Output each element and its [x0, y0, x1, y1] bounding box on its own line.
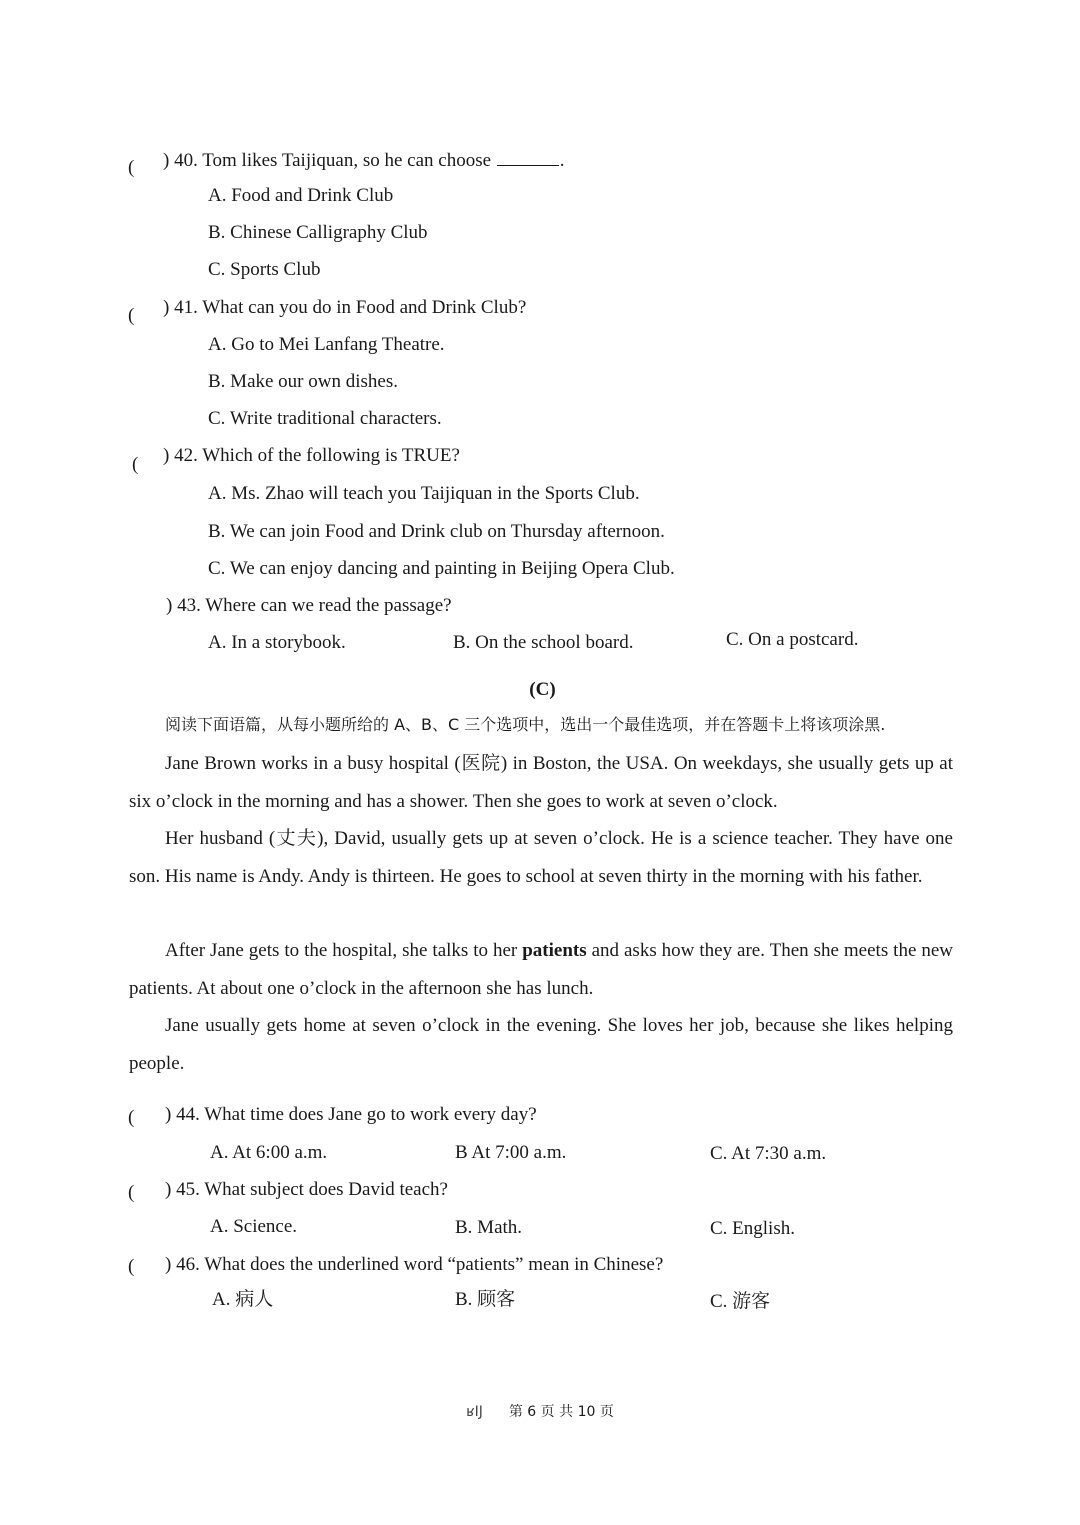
option-a: A. In a storybook. — [208, 632, 346, 653]
question-number: 43 — [177, 595, 197, 616]
footer-mark: ʁIJ — [466, 1404, 483, 1420]
option-c: C. On a postcard. — [726, 629, 859, 650]
question-number: 46 — [176, 1254, 196, 1275]
passage-paragraph — [129, 932, 953, 1007]
option-c: C. English. — [710, 1218, 795, 1239]
question-44: ) 44. What time does Jane go to work every day? — [165, 1104, 537, 1125]
option-c: C. Sports Club — [208, 259, 321, 280]
passage-paragraph: Jane usually gets home at seven o’clock in the evening. She loves her job, because she likes helping people. — [129, 1015, 953, 1074]
option-c: C. We can enjoy dancing and painting in Beijing Opera Club. — [208, 558, 675, 579]
answer-bracket-open: ( — [128, 1107, 135, 1128]
option-b: B. Chinese Calligraphy Club — [208, 222, 428, 243]
question-stem: What can you do in Food and Drink Club? — [202, 297, 527, 318]
option-a: A. Ms. Zhao will teach you Taijiquan in the Sports Club. — [208, 483, 640, 504]
paragraph-text: and asks how they are. Then she meets the new patients. At about one o’clock in the afternoon she has lunch. — [129, 940, 954, 999]
page-number: 第 6 页 共 10 页 — [508, 1404, 614, 1420]
option-b: B. 顾客 — [455, 1289, 516, 1310]
passage-paragraph: Her husband (丈夫), David, usually gets up at seven o’clock. He is a science teacher. They have one son. His name is Andy. Andy is thirteen. He goes to school at seven thirty in the morning with his father. — [129, 828, 953, 887]
question-stem: Tom likes Taijiquan, so he can choose — [202, 150, 492, 171]
option-c: C. 游客 — [710, 1291, 771, 1312]
passage-paragraph: Jane Brown works in a busy hospital (医院) in Boston, the USA. On weekdays, she usually gets up at six o’clock in the morning and has a shower. Then she goes to work at seven o’clock. — [129, 753, 953, 812]
question-stem: Which of the following is TRUE? — [202, 445, 460, 466]
question-45: ) 45. What subject does David teach? — [165, 1179, 448, 1200]
option-b: B At 7:00 a.m. — [455, 1142, 567, 1163]
option-a: A. Science. — [210, 1216, 298, 1237]
question-number: 42 — [174, 445, 194, 466]
answer-bracket-open: ( — [132, 454, 139, 475]
option-a: A. At 6:00 a.m. — [210, 1142, 328, 1163]
section-title: (C) — [529, 679, 556, 700]
option-a: A. 病人 — [212, 1289, 274, 1310]
answer-bracket-open: ( — [128, 1182, 135, 1203]
option-a: A. Food and Drink Club — [208, 185, 394, 206]
question-stem-end: . — [559, 150, 565, 171]
question-stem: What time does Jane go to work every day? — [204, 1104, 537, 1125]
question-40: ) 40. Tom likes Taijiquan, so he can choose . — [163, 147, 565, 173]
question-number: 45 — [176, 1179, 196, 1200]
answer-bracket-open: ( — [128, 1256, 135, 1277]
option-b: B. Math. — [455, 1217, 523, 1238]
question-stem: Where can we read the passage? — [205, 595, 452, 616]
option-c: C. At 7:30 a.m. — [710, 1143, 827, 1164]
question-number: 40 — [174, 150, 194, 171]
question-46: ) 46. What does the underlined word “patients” mean in Chinese? — [165, 1254, 664, 1275]
paragraph-text: After Jane gets to the hospital, she talks to her — [165, 940, 518, 961]
answer-bracket-open: ( — [128, 157, 135, 178]
question-stem: What does the underlined word “patients” mean in Chinese? — [204, 1254, 664, 1275]
answer-blank — [497, 147, 559, 166]
option-b: B. We can join Food and Drink club on Thursday afternoon. — [208, 521, 665, 542]
question-number: 41 — [174, 297, 194, 318]
question-43: ) 43. Where can we read the passage? — [166, 595, 452, 616]
keyword-patients: patients — [522, 940, 587, 961]
option-b: B. Make our own dishes. — [208, 371, 398, 392]
question-41: ) 41. What can you do in Food and Drink Club? — [163, 297, 527, 318]
option-a: A. Go to Mei Lanfang Theatre. — [208, 334, 445, 355]
answer-bracket-open: ( — [128, 305, 135, 326]
question-42: ) 42. Which of the following is TRUE? — [163, 445, 460, 466]
option-c: C. Write traditional characters. — [208, 408, 442, 429]
section-instruction: 阅读下面语篇，从每小题所给的 A、B、C 三个选项中，选出一个最佳选项，并在答题卡上将该项涂黑. — [165, 715, 886, 734]
question-number: 44 — [176, 1104, 196, 1125]
question-stem: What subject does David teach? — [204, 1179, 448, 1200]
option-b: B. On the school board. — [453, 632, 634, 653]
page-footer — [0, 1401, 1080, 1421]
